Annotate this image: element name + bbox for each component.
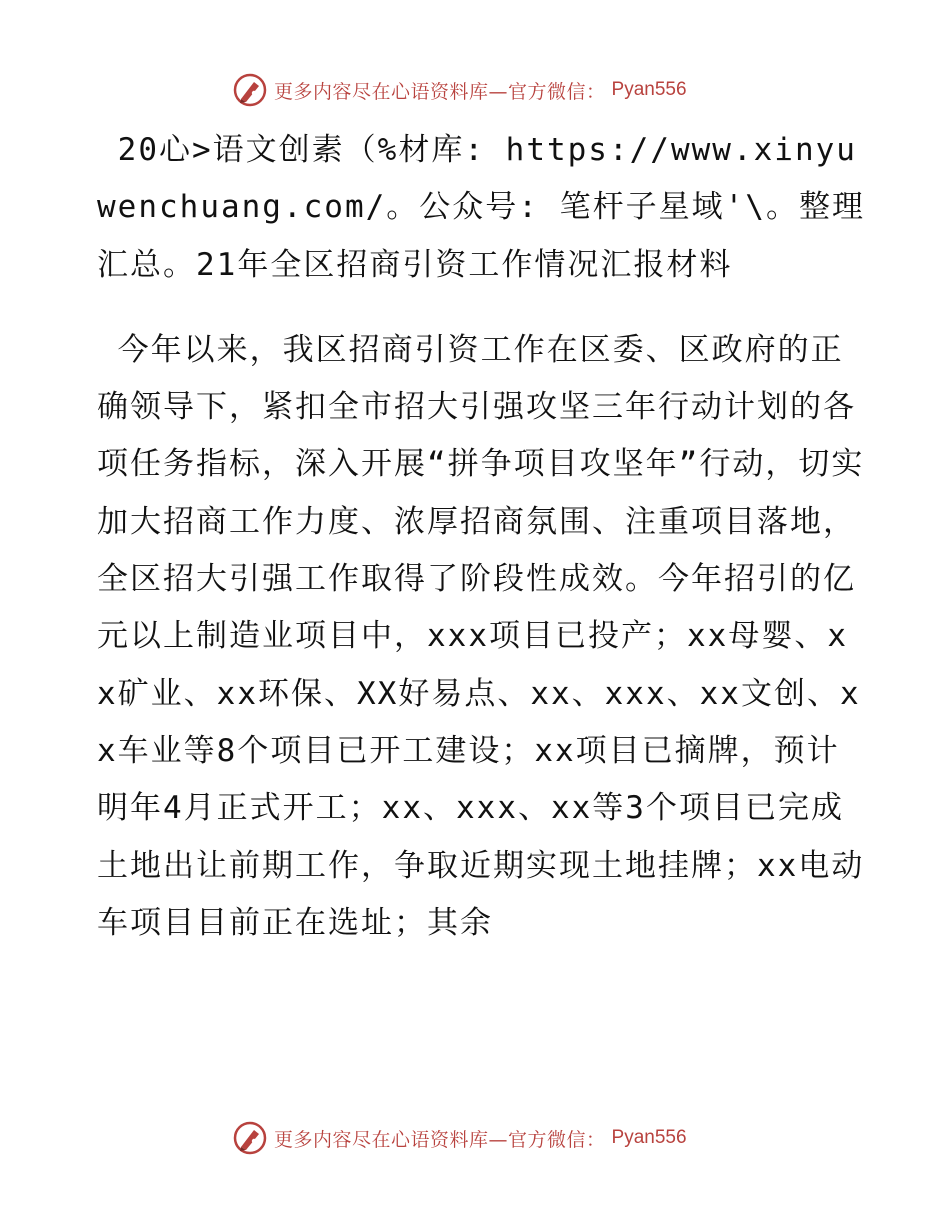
document-body bbox=[97, 122, 867, 952]
header-wechat-id: Pyan556 bbox=[611, 79, 687, 100]
footer-wechat-id: Pyan556 bbox=[611, 1127, 687, 1148]
pen-logo-icon bbox=[232, 1120, 268, 1156]
pen-logo-icon bbox=[232, 72, 268, 108]
header-banner bbox=[232, 70, 752, 110]
header-banner-text: 更多内容尽在心语资料库—官方微信： bbox=[274, 80, 606, 103]
footer-banner-text: 更多内容尽在心语资料库—官方微信： bbox=[274, 1128, 606, 1151]
paragraph-title: 20心>语文创素（%材库: https://www.xinyuwenchuang.com/。公众号: 笔杆子星域'\。整理汇总。21年全区招商引资工作情况汇报材料 bbox=[97, 132, 865, 283]
footer-banner bbox=[232, 1118, 752, 1158]
paragraph-body: 今年以来，我区招商引资工作在区委、区政府的正确领导下，紧扣全市招大引强攻坚三年行动计划的各项任务指标，深入开展“拼争项目攻坚年”行动，切实加大招商工作力度、浓厚招商氛围、注重项目落地，全区招大引强工作取得了阶段性成效。今年招引的亿元以上制造业项目中，xxx项目已投产；xx母婴、xx矿业、xx环保、XX好易点、xx、xxx、xx文创、xx车业等8个项目已开工建设；xx项目已摘牌，预计明年4月正式开工；xx、xxx、xx等3个项目已完成土地出让前期工作，争取近期实现土地挂牌；xx电动车项目目前正在选址；其余 bbox=[97, 331, 865, 941]
